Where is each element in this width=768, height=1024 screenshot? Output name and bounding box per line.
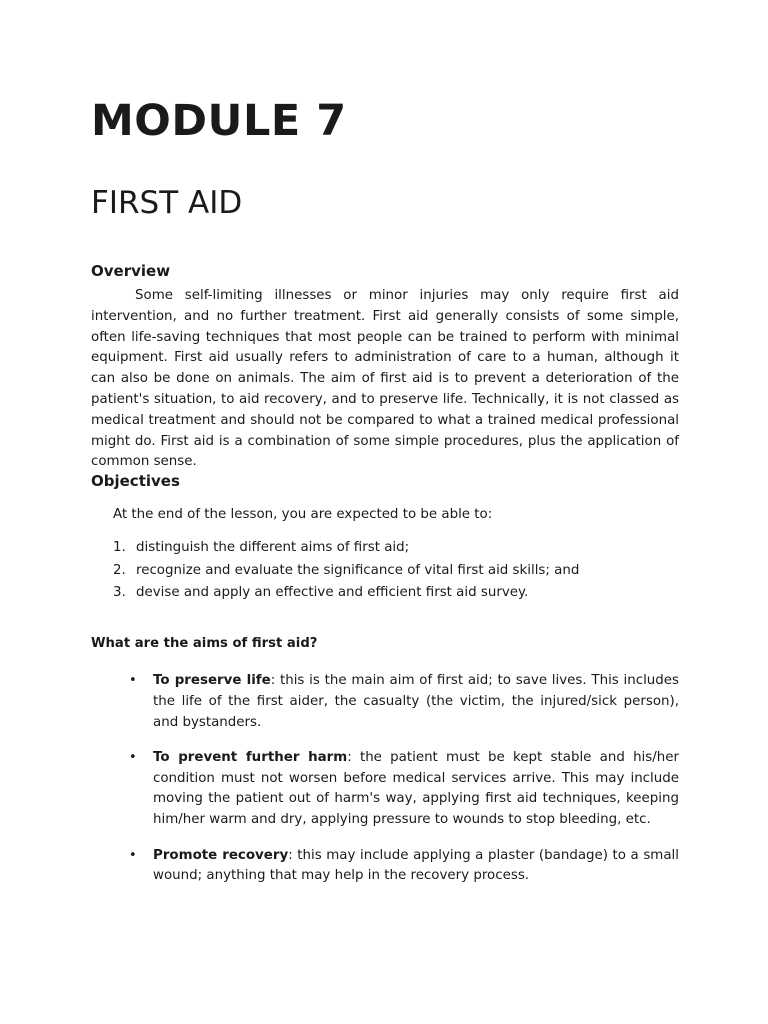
- aim-term: To preserve life: [153, 673, 271, 688]
- bullet-icon: •: [129, 749, 137, 765]
- aim-item: [129, 846, 679, 888]
- aim-description: : this is the main aim of first aid; to save lives. This includes the life of the first aider, the casualty (the victim, the injured/sick person), and bystanders.: [153, 673, 680, 730]
- overview-heading: Overview: [91, 262, 171, 280]
- overview-paragraph: Some self-limiting illnesses or minor injuries may only require first aid intervention, and no further treatment. First aid generally consists of some simple, often life-saving techniques that most people can be trained to perform with minimal equipment. First aid usually refers to administration of care to a human, although it can also be done on animals. The aim of first aid is to prevent a deterioration of the patient's situation, to aid recovery, and to preserve life. Technically, it is not classed as medical treatment and should not be compared to what a trained medical professional might do. First aid is a combination of some simple procedures, plus the application of common sense.: [91, 288, 679, 470]
- aim-term: Promote recovery: [153, 847, 289, 863]
- objective-item: [113, 583, 579, 606]
- aim-description: : this may include applying a plaster (bandage) to a small wound; anything that may help in the recovery process.: [153, 847, 679, 884]
- objective-text: recognize and evaluate the significance of vital first aid skills; and: [136, 562, 580, 578]
- objective-text: devise and apply an effective and efficient first aid survey.: [136, 585, 529, 600]
- objective-number: 1.: [113, 540, 126, 555]
- aims-heading: What are the aims of first aid?: [91, 636, 318, 651]
- aim-term: To prevent further harm: [153, 749, 348, 765]
- module-title: MODULE 7: [91, 96, 347, 146]
- objective-number: 2.: [113, 562, 126, 578]
- objective-number: 3.: [113, 585, 126, 600]
- objectives-intro: At the end of the lesson, you are expected to be able to:: [113, 507, 493, 522]
- module-subtitle: FIRST AID: [91, 185, 243, 221]
- objectives-heading: Objectives: [91, 472, 180, 490]
- bullet-icon: •: [129, 673, 137, 688]
- objective-item: [113, 561, 579, 584]
- objective-item: [113, 538, 579, 561]
- objective-text: distinguish the different aims of first aid;: [136, 540, 410, 555]
- objectives-list: [113, 538, 579, 606]
- aim-item: [129, 671, 679, 733]
- bullet-icon: •: [129, 847, 137, 863]
- aim-item: [129, 748, 679, 831]
- aims-list: [129, 671, 679, 902]
- aim-description: : the patient must be kept stable and his/her condition must not worsen before medical services arrive. This may include moving the patient out of harm's way, applying first aid techniques, keeping him/her warm and dry, applying pressure to wounds to stop bleeding, etc.: [153, 749, 679, 828]
